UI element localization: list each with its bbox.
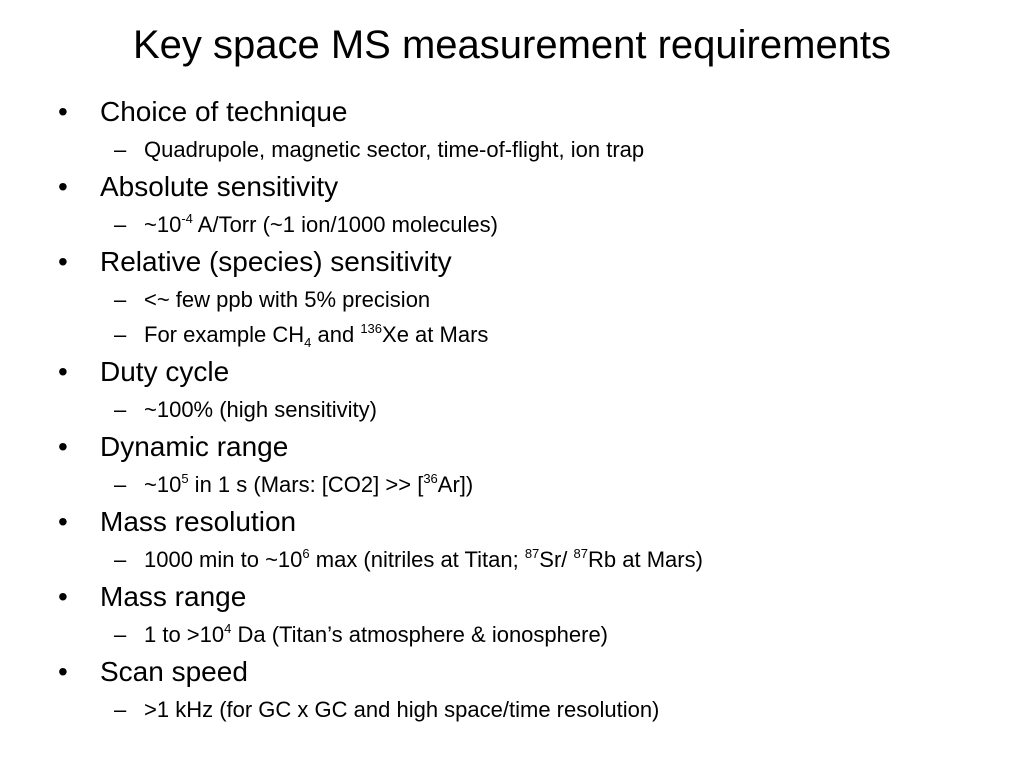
bullet-label: Scan speed bbox=[100, 656, 248, 687]
sub-text bbox=[144, 282, 430, 317]
text-segment: >1 kHz (for GC x GC and high space/time resolution) bbox=[144, 697, 660, 722]
sub-marker: – bbox=[114, 322, 127, 347]
sub-list bbox=[58, 692, 998, 727]
bullet-label: Mass range bbox=[100, 581, 247, 612]
sub-item bbox=[58, 392, 998, 427]
sub-text bbox=[144, 207, 498, 242]
text-segment: For example CH bbox=[144, 322, 305, 347]
sub-text bbox=[144, 692, 659, 727]
bullet-row bbox=[58, 427, 998, 467]
bullet-marker: • bbox=[58, 171, 68, 202]
sub-item bbox=[58, 132, 998, 167]
bullet-item bbox=[58, 352, 998, 427]
superscript: 6 bbox=[302, 546, 310, 561]
bullet-marker: • bbox=[58, 656, 68, 687]
sub-list bbox=[58, 617, 998, 652]
sub-item bbox=[58, 207, 998, 242]
superscript: 4 bbox=[224, 621, 232, 636]
text-segment: <~ few ppb with 5% precision bbox=[144, 287, 431, 312]
sub-list bbox=[58, 282, 998, 352]
text-segment: A/Torr (~1 ion/1000 molecules) bbox=[192, 212, 498, 237]
sub-marker: – bbox=[114, 137, 127, 162]
sub-marker: – bbox=[114, 622, 127, 647]
sub-item bbox=[58, 317, 998, 352]
bullet-row bbox=[58, 652, 998, 692]
bullet-item bbox=[58, 502, 998, 577]
superscript: 5 bbox=[181, 471, 189, 486]
slide-title: Key space MS measurement requirements bbox=[132, 23, 892, 67]
bullet-marker: • bbox=[58, 96, 68, 127]
sub-text bbox=[144, 392, 377, 427]
text-segment: ~100% (high sensitivity) bbox=[144, 397, 377, 422]
bullet-list bbox=[58, 92, 998, 727]
bullet-item bbox=[58, 242, 998, 352]
text-segment: Rb at Mars) bbox=[588, 547, 703, 572]
bullet-item bbox=[58, 427, 998, 502]
bullet-marker: • bbox=[58, 506, 68, 537]
sub-item bbox=[58, 282, 998, 317]
bullet-marker: • bbox=[58, 431, 68, 462]
sub-text bbox=[144, 132, 644, 167]
bullet-item bbox=[58, 92, 998, 167]
text-segment: 1000 min to ~10 bbox=[144, 547, 303, 572]
sub-text bbox=[144, 542, 703, 577]
sub-text bbox=[144, 467, 473, 502]
sub-marker: – bbox=[114, 547, 127, 572]
bullet-row bbox=[58, 167, 998, 207]
superscript: 36 bbox=[423, 471, 438, 486]
sub-marker: – bbox=[114, 697, 127, 722]
superscript: -4 bbox=[181, 211, 193, 226]
bullet-item bbox=[58, 167, 998, 242]
bullet-row bbox=[58, 577, 998, 617]
subscript: 4 bbox=[304, 335, 312, 350]
bullet-item bbox=[58, 652, 998, 727]
sub-marker: – bbox=[114, 287, 127, 312]
sub-item bbox=[58, 617, 998, 652]
sub-list bbox=[58, 132, 998, 167]
bullet-row bbox=[58, 92, 998, 132]
text-segment: Ar]) bbox=[437, 472, 474, 497]
text-segment: Xe at Mars bbox=[382, 322, 489, 347]
bullet-marker: • bbox=[58, 246, 68, 277]
bullet-label: Mass resolution bbox=[100, 506, 297, 537]
text-segment: ~10 bbox=[144, 472, 182, 497]
bullet-row bbox=[58, 352, 998, 392]
superscript: 87 bbox=[573, 546, 588, 561]
text-segment: max (nitriles at Titan; bbox=[309, 547, 525, 572]
bullet-row bbox=[58, 502, 998, 542]
sub-marker: – bbox=[114, 397, 127, 422]
sub-text bbox=[144, 317, 488, 352]
bullet-marker: • bbox=[58, 356, 68, 387]
bullet-label: Absolute sensitivity bbox=[100, 171, 339, 202]
text-segment: Sr/ bbox=[539, 547, 574, 572]
bullet-row bbox=[58, 242, 998, 282]
bullet-label: Relative (species) sensitivity bbox=[100, 246, 452, 277]
sub-marker: – bbox=[114, 212, 127, 237]
bullet-item bbox=[58, 577, 998, 652]
sub-marker: – bbox=[114, 472, 127, 497]
superscript: 87 bbox=[524, 546, 540, 561]
text-segment: in 1 s (Mars: [CO2] >> [ bbox=[188, 472, 424, 497]
sub-list bbox=[58, 467, 998, 502]
sub-list bbox=[58, 207, 998, 242]
bullet-marker: • bbox=[58, 581, 68, 612]
text-segment: 1 to >10 bbox=[144, 622, 225, 647]
sub-list bbox=[58, 542, 998, 577]
sub-item bbox=[58, 542, 998, 577]
sub-list bbox=[58, 392, 998, 427]
text-segment: and bbox=[311, 322, 361, 347]
text-segment: ~10 bbox=[144, 212, 182, 237]
bullet-label: Duty cycle bbox=[100, 356, 230, 387]
text-segment: Da (Titan’s atmosphere & ionosphere) bbox=[231, 622, 609, 647]
superscript: 136 bbox=[360, 321, 383, 336]
sub-text bbox=[144, 617, 608, 652]
bullet-label: Choice of technique bbox=[100, 96, 348, 127]
sub-item bbox=[58, 692, 998, 727]
text-segment: Quadrupole, magnetic sector, time-of-flight, ion trap bbox=[144, 137, 645, 162]
sub-item bbox=[58, 467, 998, 502]
bullet-label: Dynamic range bbox=[100, 431, 289, 462]
